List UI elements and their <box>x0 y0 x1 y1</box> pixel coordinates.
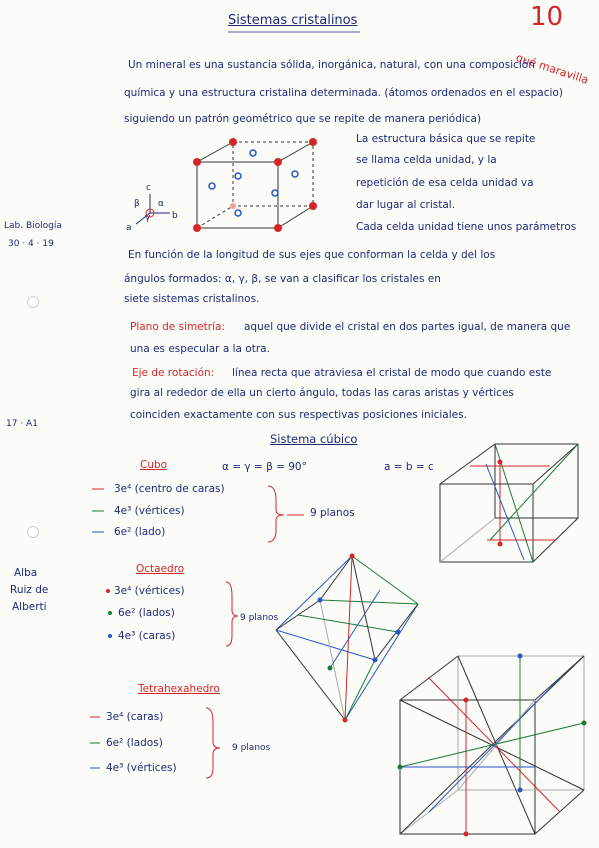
eje-line-2: gira al rededor de ella un cierto ángulo, todas las caras aristas y vértices <box>130 387 514 399</box>
plano-line-1: aquel que divide el cristal en dos partes igual, de manera que <box>244 321 571 333</box>
axis-b: b <box>172 211 178 221</box>
octaedro-planes: 9 planos <box>240 613 279 623</box>
params-line-1: En función de la longitud de sus ejes que conforman la celda y del los <box>128 249 496 261</box>
cubo-bracket <box>268 486 284 542</box>
margin-number: 17 · A1 <box>6 419 38 429</box>
axis-a: a <box>126 223 132 233</box>
tetra-planes: 9 planos <box>232 743 271 753</box>
cell-text-2: se llama celda unidad, y la <box>356 154 497 166</box>
angle-alpha: α <box>158 199 164 209</box>
unit-cell-face-atoms <box>209 150 298 216</box>
angle-gamma: γ <box>145 213 151 223</box>
octahedron-drawing <box>276 554 418 723</box>
margin-class: Lab. Biología <box>4 221 62 231</box>
cell-text-5: Cada celda unidad tiene unos parámetros <box>356 221 577 233</box>
intro-line-1: Un mineral es una sustancia sólida, inorgánica, natural, con una composición <box>128 59 535 71</box>
cubo-planes: 9 planos <box>310 507 355 519</box>
angle-beta: β <box>134 199 140 209</box>
grade: 10 <box>530 2 564 32</box>
cubic-angles: α = γ = β = 90° <box>222 461 307 473</box>
intro-line-3: siguiendo un patrón geométrico que se repite de manera periódica) <box>124 113 482 125</box>
axes-diagram <box>136 194 170 224</box>
cubic-axes: a = b = c <box>384 461 434 473</box>
cell-text-1: La estructura básica que se repite <box>356 133 536 145</box>
cubo-item-1: 3e⁴ (centro de caras) <box>114 483 225 495</box>
tetra-item-2: 6e² (lados) <box>106 737 163 749</box>
eje-line-1: línea recta que atraviesa el cristal de modo que cuando este <box>232 367 552 379</box>
octaedro-bracket <box>226 582 238 646</box>
tetra-item-1: 3e⁴ (caras) <box>106 711 164 723</box>
octaedro-item-1: 3e⁴ (vértices) <box>114 585 185 597</box>
octaedro-item-3: 4e³ (caras) <box>118 630 176 642</box>
margin-date: 30 · 4 · 19 <box>8 239 54 249</box>
axis-c: c <box>146 183 151 193</box>
intro-line-2: química y una estructura cristalina determinada. (átomos ordenados en el espacio) <box>124 87 563 99</box>
cell-text-4: dar lugar al cristal. <box>356 199 456 211</box>
params-line-2: ángulos formados: α, γ, β, se van a clasificar los cristales en <box>124 273 441 285</box>
octaedro-title: Octaedro <box>136 563 185 575</box>
author-line-2: Ruiz de <box>10 584 49 596</box>
page-title: Sistemas cristalinos <box>228 13 358 28</box>
cubo-title: Cubo <box>140 459 168 471</box>
eje-label: Eje de rotación: <box>132 367 215 379</box>
author-line-1: Alba <box>14 567 38 579</box>
cell-text-3: repetición de esa celda unidad va <box>356 177 534 189</box>
params-line-3: siete sistemas cristalinos. <box>124 293 260 305</box>
unit-cell-atoms <box>193 138 317 232</box>
cubic-title: Sistema cúbico <box>270 432 358 446</box>
eje-line-3: coinciden exactamente con sus respectivas posiciones iniciales. <box>130 409 467 421</box>
plano-line-2: una es especular a la otra. <box>130 343 270 355</box>
tetrahexahedron-drawing <box>398 654 587 837</box>
plano-label: Plano de simetría: <box>130 321 225 333</box>
list-bullets <box>90 489 112 768</box>
cubo-item-2: 4e³ (vértices) <box>114 505 185 517</box>
cubo-item-3: 6e² (lado) <box>114 526 166 538</box>
cube-drawing <box>440 444 578 562</box>
teacher-comment: qué maravilla <box>514 51 590 87</box>
octaedro-item-2: 6e² (lados) <box>118 607 175 619</box>
author-line-3: Alberti <box>12 601 47 613</box>
tetra-title: Tetrahexahedro <box>138 683 220 695</box>
tetra-item-3: 4e³ (vértices) <box>106 762 177 774</box>
tetra-bracket <box>206 708 220 778</box>
